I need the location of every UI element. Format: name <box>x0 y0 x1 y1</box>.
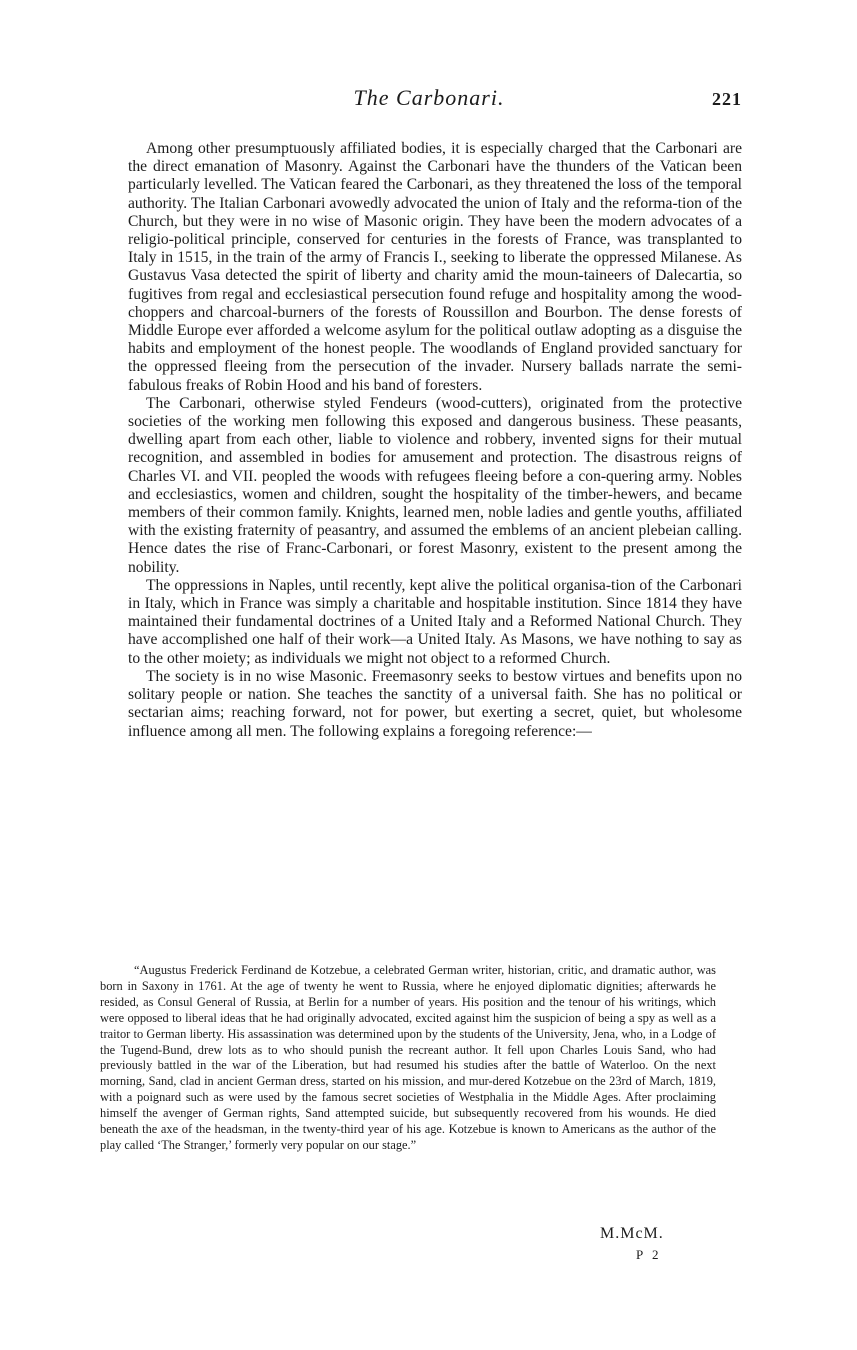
running-head <box>116 85 742 115</box>
page-number: 221 <box>712 89 742 109</box>
author-signature: M.McM. <box>600 1225 664 1242</box>
paragraph: Among other presumptuously affiliated bodies, it is especially charged that the Carbonari are the direct emanation of Masonry. Against the Carbonari have the thunders of the Vatican been particularly levelled. The Vatican feared the Carbonari, as they threatened the loss of the temporal authority. The Italian Carbonari avowedly advocated the union of Italy and the reforma-tion of the Church, but they were in no wise of Masonic origin. They have been the modern advocates of a religio-political principle, conserved for centuries in the forests of France, was transplanted to Italy in 1515, in the train of the army of Francis I., seeking to liberate the oppressed Milanese. As Gustavus Vasa detected the spirit of liberty and charity amid the moun-taineers of Dalecartia, so fugitives from regal and ecclesiastical persecution found refuge and hospitality among the wood-choppers and charcoal-burners of the forests of Roussillon and Bourbon. The dense forests of Middle Europe ever afforded a welcome asylum for the political outlaw adopting as a disguise the habits and employment of the honest people. The woodlands of England provided sanctuary for the oppressed fleeing from the persecution of the invader. Nursery ballads narrate the semi-fabulous freaks of Robin Hood and his band of foresters. <box>128 140 742 394</box>
printer-signature-mark: P 2 <box>636 1247 662 1262</box>
paragraph: The Carbonari, otherwise styled Fendeurs (wood-cutters), originated from the protective societies of the working men following this exposed and dangerous business. These peasants, dwelling apart from each other, liable to violence and robbery, invented signs for their mutual recognition, and assembled in bodies for amusement and protection. The disastrous reigns of Charles VI. and VII. peopled the woods with refugees fleeing before a con-quering army. Nobles and ecclesiastics, women and children, sought the hospitality of the timber-hewers, and became members of their common family. Knights, learned men, noble ladies and gentle youths, affiliated with the existing fraternity of peasantry, and assumed the emblems of an ancient plebeian calling. Hence dates the rise of Franc-Carbonari, or forest Masonry, existent to the present among the nobility. <box>128 394 742 576</box>
footnote-quotation <box>100 963 716 1154</box>
paragraph: The society is in no wise Masonic. Freemasonry seeks to bestow virtues and benefits upon no solitary people or nation. She teaches the sanctity of a universal faith. She has no political or sectarian aims; reaching forward, not for power, but exerting a secret, quiet, but wholesome influence among all men. The following explains a foregoing reference:— <box>128 667 742 740</box>
paragraph: The oppressions in Naples, until recently, kept alive the political organisa-tion of the Carbonari in Italy, which in France was simply a charitable and hospitable institution. Since 1814 they have maintained their fundamental doctrines of a United Italy and a Reformed National Church. They have accomplished one half of their work—a United Italy. As Masons, we have nothing to say as to the other moiety; as individuals we might not object to a reformed Church. <box>128 576 742 667</box>
page-title: The Carbonari. <box>353 85 505 110</box>
article-body <box>128 140 742 741</box>
footnote-text: “Augustus Frederick Ferdinand de Kotzebue, a celebrated German writer, historian, critic, and dramatic author, was born in Saxony in 1761. At the age of twenty he went to Russia, where he enjoyed diplomatic dignities; afterwards he resided, as Consul General of Russia, at Berlin for a number of years. His position and the tenour of his writings, which were opposed to liberal ideas that he had originally advocated, excited against him the suspicion of being a spy as well as a traitor to German liberty. His assassination was determined upon by the students of the University, Jena, who, in a Lodge of the Tugend-Bund, drew lots as to who should punish the recreant author. It fell upon Charles Louis Sand, who had previously battled in the war of the Liberation, but had resumed his studies after the battle of Waterloo. On the next morning, Sand, clad in ancient German dress, started on his mission, and mur-dered Kotzebue on the 23rd of March, 1819, with a poignard such as were used by the famous secret societies of Westphalia in the Middle Ages. After proclaiming himself the avenger of German rights, Sand attempted suicide, but subsequently recovered from his wounds. He died beneath the axe of the headsman, in the twenty-third year of his age. Kotzebue is known to Americans as the author of the play called ‘The Stranger,’ formerly very popular on our stage.” <box>100 963 716 1152</box>
